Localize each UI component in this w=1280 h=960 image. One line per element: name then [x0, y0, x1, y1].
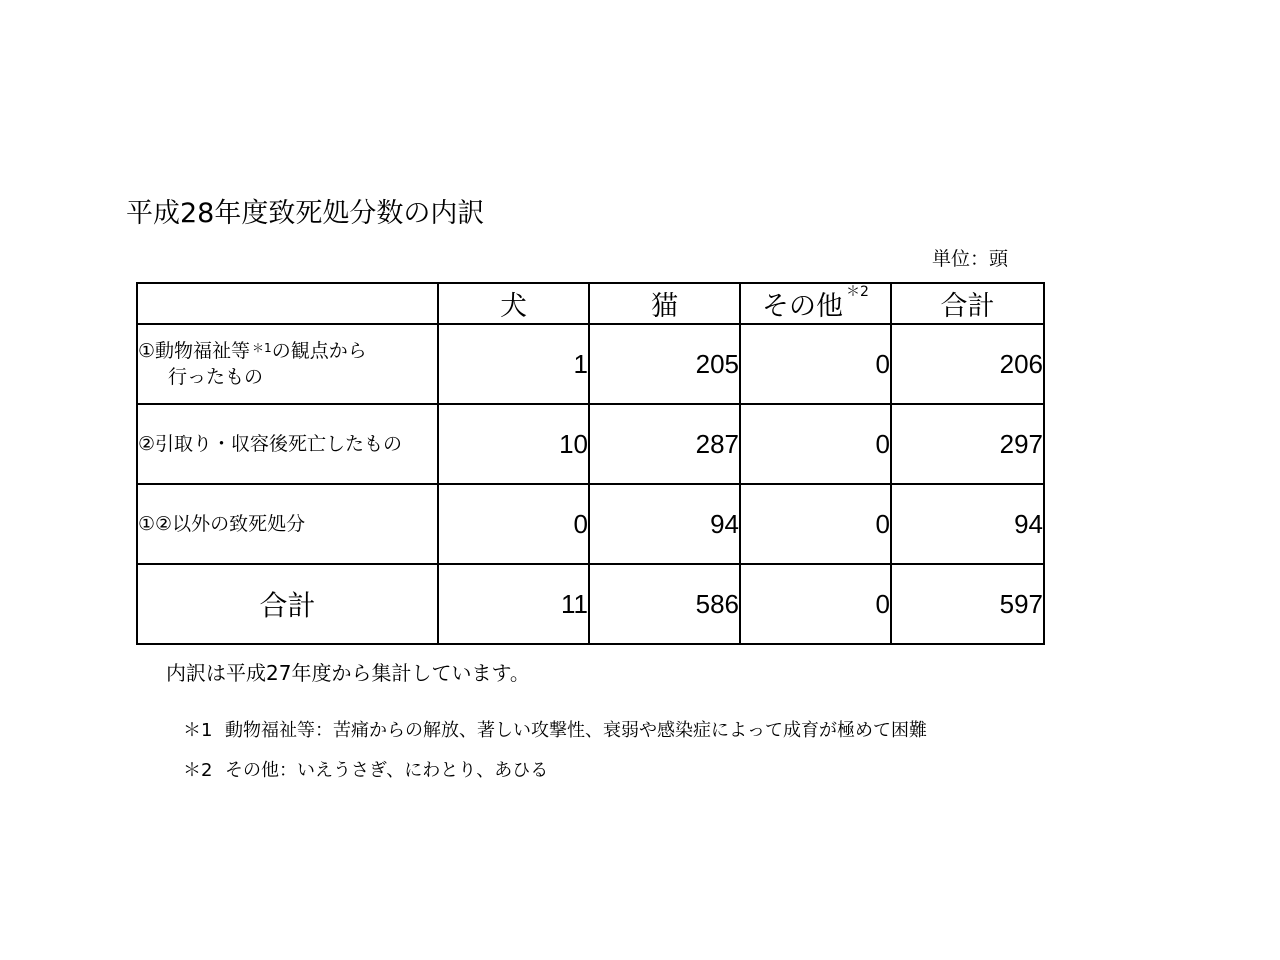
cell-total: 297	[891, 404, 1044, 484]
cell-other: 0	[740, 324, 891, 404]
cell-dog: 1	[438, 324, 589, 404]
cell-dog: 0	[438, 484, 589, 564]
total-cat: 586	[589, 564, 740, 644]
table-row	[137, 484, 1044, 564]
page-title: 平成28年度致死処分数の内訳	[126, 198, 485, 229]
cell-cat: 205	[589, 324, 740, 404]
column-header-total: 合計	[891, 283, 1044, 324]
table-header-row	[137, 283, 1044, 324]
cell-dog: 10	[438, 404, 589, 484]
column-header-dog: 犬	[438, 283, 589, 324]
total-row-label: 合計	[137, 564, 438, 644]
header-blank-cell	[137, 283, 438, 324]
total-other: 0	[740, 564, 891, 644]
disposal-table	[136, 282, 1045, 645]
row-label: ①②以外の致死処分	[137, 484, 438, 564]
footnote-marker-2: ＊2	[846, 284, 869, 300]
footnote-1	[183, 718, 927, 744]
footnote-marker-1: ＊1	[252, 341, 272, 355]
total-row	[137, 564, 1044, 644]
row-label: ②引取り・収容後死亡したもの	[137, 404, 438, 484]
table-row	[137, 404, 1044, 484]
footnote-1-mark: ＊1	[183, 720, 213, 741]
cell-total: 94	[891, 484, 1044, 564]
cell-cat: 94	[589, 484, 740, 564]
footnote-2-text: その他：いえうさぎ、にわとり、あひる	[225, 760, 549, 781]
footnote-1-text: 動物福祉等：苦痛からの解放、著しい攻撃性、衰弱や感染症によって成育が極めて困難	[225, 720, 927, 741]
cell-other: 0	[740, 404, 891, 484]
grand-total: 597	[891, 564, 1044, 644]
table-row	[137, 324, 1044, 404]
aggregation-note: 内訳は平成27年度から集計しています。	[166, 661, 530, 685]
footnote-2	[183, 758, 548, 784]
cell-total: 206	[891, 324, 1044, 404]
unit-label: 単位：頭	[932, 248, 1009, 270]
column-header-cat: 猫	[589, 283, 740, 324]
column-header-other: その他 $^{*2}$	[740, 283, 891, 324]
footnote-2-mark: ＊2	[183, 760, 213, 781]
cell-other: 0	[740, 484, 891, 564]
total-dog: 11	[438, 564, 589, 644]
row-label: ①動物福祉等 $^{*1}$の観点から 行ったもの	[137, 324, 438, 404]
cell-cat: 287	[589, 404, 740, 484]
